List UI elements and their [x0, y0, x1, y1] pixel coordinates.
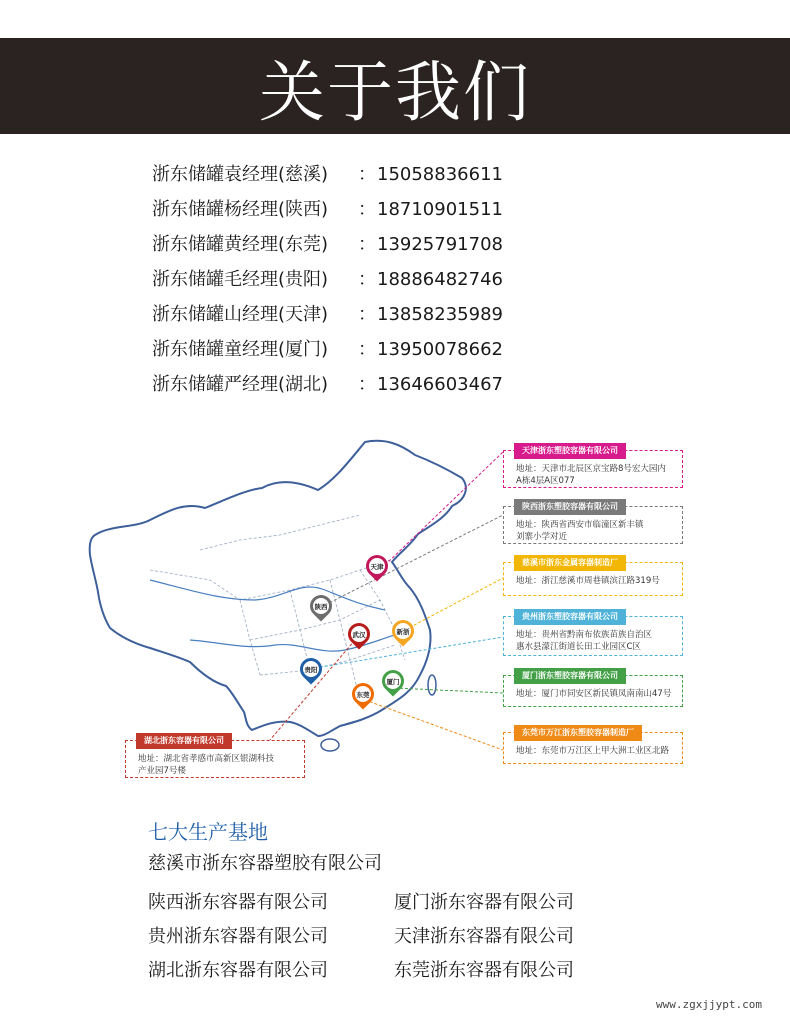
connector-line: [395, 688, 503, 693]
callout-title: 天津浙东塑胶容器有限公司: [514, 443, 626, 459]
callout-address: 地址：陕西省西安市临潼区新丰镇 刘寨小学对近: [516, 520, 644, 542]
callout-address: 地址：浙江慈溪市周巷镇滨江路319号: [516, 576, 660, 586]
contact-separator: ：: [358, 234, 376, 255]
contact-phone: 13925791708: [377, 234, 503, 255]
callout-hubei: [125, 736, 305, 778]
contact-row: [152, 227, 572, 262]
page-title: 关于我们: [259, 53, 531, 131]
contact-phone: 18710901511: [377, 199, 503, 220]
pin-label: 东莞: [355, 686, 371, 702]
china-outline: [90, 441, 466, 736]
contact-name: 浙东储罐严经理(湖北): [152, 374, 329, 395]
contact-name: 浙东储罐袁经理(慈溪): [152, 164, 329, 185]
callout-address: 地址：厦门市同安区新民镇凤南南山47号: [516, 689, 672, 699]
contact-row: [152, 192, 572, 227]
company-item: 陕西浙东容器有限公司: [148, 892, 328, 913]
contact-phone: 18886482746: [377, 269, 503, 290]
company-item: 东莞浙东容器有限公司: [394, 960, 574, 981]
callout-xiamen: [503, 671, 683, 707]
contact-separator: ：: [358, 374, 376, 395]
company-item: 湖北浙东容器有限公司: [148, 960, 328, 981]
pin-label: 陕西: [313, 598, 329, 614]
contact-phone: 13858235989: [377, 304, 503, 325]
contact-name: 浙东储罐毛经理(贵阳): [152, 269, 329, 290]
contact-row: [152, 297, 572, 332]
contact-name: 浙东储罐黄经理(东莞): [152, 234, 329, 255]
contact-row: [152, 367, 572, 402]
pin-label: 武汉: [351, 626, 367, 642]
callout-address: 地址：天津市北辰区京宝路8号宏大园内 A栋4层A区077: [516, 464, 666, 486]
company-item: 厦门浙东容器有限公司: [394, 892, 574, 913]
company-item: 天津浙东容器有限公司: [394, 926, 574, 947]
callout-title: 湖北浙东容器有限公司: [136, 733, 232, 749]
contact-phone: 13950078662: [377, 339, 503, 360]
callout-address: 地址：东莞市万江区上甲大洲工业区北路: [516, 746, 670, 756]
contact-row: [152, 262, 572, 297]
contact-row: [152, 332, 572, 367]
main-company: 慈溪市浙东容器塑胶有限公司: [148, 853, 382, 874]
bases-title: 七大生产基地: [148, 820, 268, 844]
contact-separator: ：: [358, 199, 376, 220]
contact-separator: ：: [358, 304, 376, 325]
watermark: www.zgxjjypt.com: [656, 998, 762, 1011]
callout-title: 东莞市万江浙东塑胶容器制造厂: [514, 725, 642, 741]
callout-cixi: [503, 558, 683, 596]
contact-name: 浙东储罐杨经理(陕西): [152, 199, 329, 220]
pin-label: 新浙: [395, 623, 411, 639]
callout-title: 厦门浙东塑胶容器有限公司: [514, 668, 626, 684]
pin-label: 厦门: [385, 673, 401, 689]
contact-phone: 15058836611: [377, 164, 503, 185]
china-map-section: [0, 430, 790, 790]
callout-address: 地址：贵州省黔南布依族苗族自治区 惠水县濛江街道长田工业园区C区: [516, 630, 653, 652]
callout-guizhou: [503, 612, 683, 656]
contact-row: [152, 157, 572, 192]
callout-title: 贵州浙东塑胶容器有限公司: [514, 609, 626, 625]
contact-list: [152, 157, 572, 402]
pin-label: 贵阳: [303, 661, 319, 677]
callout-tianjin: [503, 446, 683, 488]
hainan-island: [321, 739, 339, 751]
contact-separator: ：: [358, 164, 376, 185]
contact-name: 浙东储罐童经理(厦门): [152, 339, 329, 360]
company-item: 贵州浙东容器有限公司: [148, 926, 328, 947]
contact-separator: ：: [358, 339, 376, 360]
callout-address: 地址：湖北省孝感市高新区银湖科技 产业园7号楼: [138, 754, 275, 776]
contact-phone: 13646603467: [377, 374, 503, 395]
contact-separator: ：: [358, 269, 376, 290]
pin-label: 天津: [369, 558, 385, 574]
callout-title: 慈溪市浙东金属容器制造厂: [514, 555, 626, 571]
connector-line: [365, 700, 503, 750]
contact-name: 浙东储罐山经理(天津): [152, 304, 329, 325]
taiwan-island: [428, 675, 436, 695]
callout-shaanxi: [503, 502, 683, 544]
callout-title: 陕西浙东塑胶容器有限公司: [514, 499, 626, 515]
callout-dongguan: [503, 728, 683, 764]
